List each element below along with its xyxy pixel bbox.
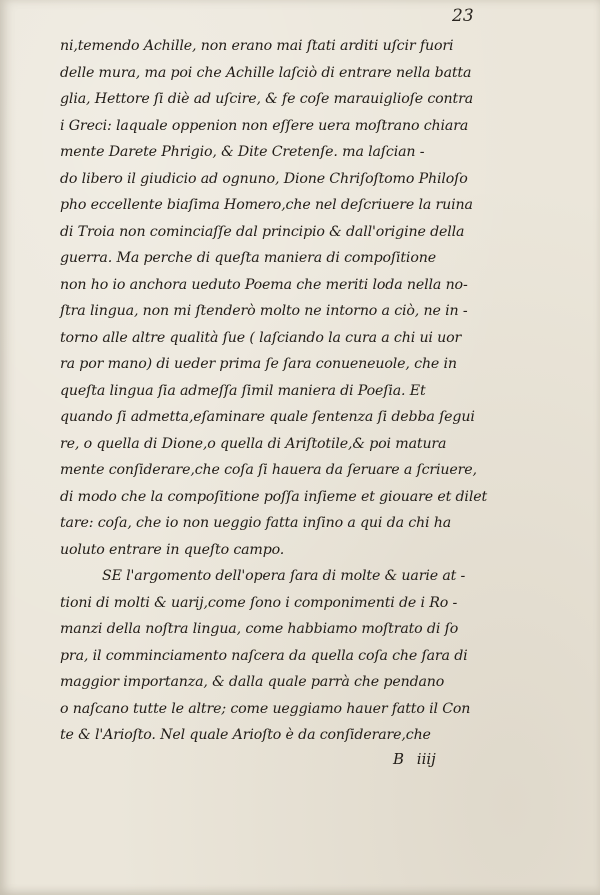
- text-line: pho eccellente biaſima Homero,che nel deſcriuere la ruina: [60, 197, 473, 213]
- text-line: maggior importanza, & dalla quale parrà che pendano: [60, 674, 445, 690]
- text-line: glia, Hettore ſi diè ad uſcire, & fe coſe marauiglioſe contra: [60, 91, 474, 107]
- text-line: ra por mano) di ueder prima ſe ſara conueneuole, che in: [60, 356, 457, 372]
- text-line: di modo che la compoſitione poſſa inſieme et giouare et dilet: [60, 488, 488, 505]
- text-line: pra, il comminciamento naſcera da quella coſa che ſara di: [60, 647, 468, 664]
- text-line: manzi della noſtra lingua, come habbiamo moſtrato di ſo: [60, 621, 459, 637]
- text-line: uoluto entrare in queſto campo.: [60, 541, 285, 558]
- text-line: di Troia non cominciaſſe dal principio & dall'origine della: [60, 223, 465, 240]
- text-line: te & l'Arioſto. Nel quale Arioſto è da conſiderare,che: [60, 727, 431, 743]
- text-line: ſtra lingua, non mi ſtenderò molto ne intorno a ciò, ne in -: [60, 303, 468, 319]
- text-line: tioni di molti & uarij,come ſono i componimenti de i Ro -: [60, 594, 458, 611]
- text-line: non ho io anchora ueduto Poema che meriti loda nella no-: [60, 276, 468, 293]
- paragraph-start-line: SE l'argomento dell'opera ſara di molte & uarie at -: [102, 568, 466, 584]
- text-line: o naſcano tutte le altre; come ueggiamo hauer fatto il Con: [60, 700, 471, 717]
- page-number: 23: [452, 6, 474, 26]
- text-line: re, o quella di Dione,o quella di Ariſtotile,& poi matura: [60, 435, 447, 452]
- text-line: mente Darete Phrigio, & Dite Cretenſe. ma laſcian -: [60, 144, 425, 160]
- text-line: torno alle altre qualità ſue ( laſciando la cura a chi ui uor: [60, 329, 462, 346]
- signature-mark: B iiij: [393, 750, 436, 768]
- text-line: tare: coſa, che io non ueggio fatta inſino a qui da chi ha: [60, 515, 452, 531]
- text-line: quando ſi admetta,eſaminare quale ſentenza ſi debba ſegui: [60, 409, 475, 425]
- body-text: [60, 33, 510, 749]
- text-line: mente conſiderare,che coſa ſi hauera da ſeruare a ſcriuere,: [60, 462, 477, 478]
- text-line: do libero il giudicio ad ognuno, Dione Chriſoſtomo Philoſo: [60, 170, 468, 187]
- text-line: i Greci: laquale oppenion non eſſere uera moſtrano chiara: [60, 117, 469, 134]
- text-line: queſta lingua ſia admeſſa ſimil maniera di Poeſia. Et: [60, 382, 426, 399]
- text-line: ni,temendo Achille, non erano mai ſtati arditi uſcir fuori: [60, 38, 454, 54]
- text-line: guerra. Ma perche di queſta maniera di compoſitione: [60, 250, 436, 266]
- text-line: delle mura, ma poi che Achille laſciò di entrare nella batta: [60, 64, 472, 81]
